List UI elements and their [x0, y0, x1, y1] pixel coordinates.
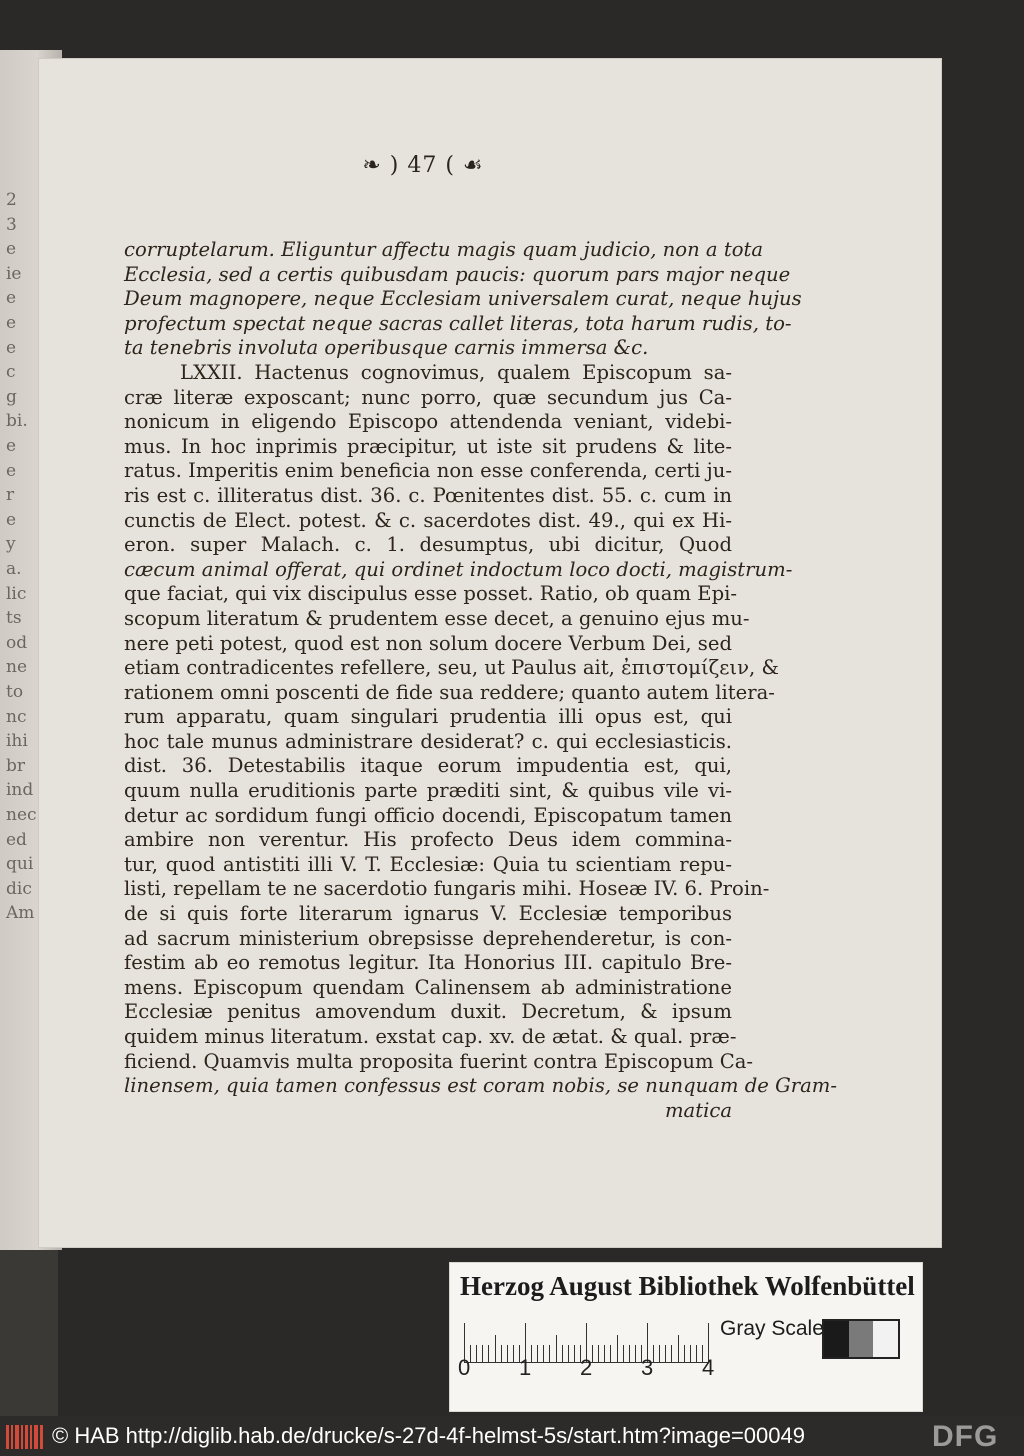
adjacent-page-fragment: ind — [6, 780, 34, 801]
adjacent-page-fragment: nc — [6, 706, 27, 727]
text-line: profectum spectat neque sacras callet literas, tota harum rudis, to- — [124, 311, 792, 335]
text-line: ta tenebris involuta operibusque carnis immersa &c. — [124, 336, 649, 360]
adjacent-page-fragment: ts — [6, 608, 22, 629]
ruler-tick — [513, 1345, 514, 1363]
text-line: eron. super Malach. c. 1. desumptus, ubi dicitur, Quod — [124, 533, 732, 557]
library-name: Herzog August Bibliothek Wolfenbüttel — [460, 1271, 915, 1301]
adjacent-page-fragment: qui — [6, 854, 34, 875]
ruler-tick — [543, 1345, 544, 1363]
text-line: mens. Episcopum quendam Calinensem ab administratione — [124, 975, 732, 999]
color-target-card — [449, 1262, 923, 1412]
adjacent-page-fragment: y — [6, 534, 16, 555]
adjacent-page-fragment: nec — [6, 805, 37, 825]
adjacent-page-fragment: ihi — [6, 731, 28, 752]
adjacent-page-fragment: 3 — [6, 214, 17, 235]
dfg-logo: DFG — [932, 1420, 999, 1453]
ruler-number: 2 — [580, 1355, 593, 1380]
ruler-tick — [598, 1345, 599, 1363]
text-line: detur ac sordidum fungi officio docendi, Episcopatum tamen — [124, 803, 732, 827]
scale-ruler — [458, 1311, 715, 1380]
text-line: cræ literæ exposcant; nunc porro, quæ secundum jus Ca- — [124, 385, 732, 409]
ruler-tick — [507, 1345, 508, 1363]
text-line: ficiend. Quamvis multa proposita fuerint contra Episcopum Ca- — [124, 1049, 754, 1073]
adjacent-page-fragment: 2 — [6, 190, 17, 210]
swatch-dark — [824, 1321, 849, 1357]
adjacent-page-fragment: a. — [6, 559, 22, 579]
text-line: tur, quod antistiti illi V. T. Ecclesiæ: Quia tu scientiam repu- — [124, 852, 732, 876]
ruler-tick — [617, 1335, 618, 1363]
text-line: etiam contradicentes refellere, seu, ut Paulus ait, ἐπιστομίζειν, & — [124, 656, 779, 680]
adjacent-page-fragment: bi. — [6, 411, 28, 432]
text-line: ratus. Imperitis enim beneficia non esse conferenda, certi ju- — [124, 459, 732, 483]
text-line: ambire non verentur. His profecto Deus idem commina- — [124, 828, 732, 852]
text-line: matica — [664, 1098, 732, 1122]
text-line: festim ab eo remotus legitur. Ita Honorius III. capitulo Bre- — [124, 951, 732, 975]
ruler-tick — [696, 1345, 697, 1363]
text-line: linensem, quia tamen confessus est coram nobis, se nunquam de Gram- — [124, 1074, 837, 1098]
adjacent-page-fragment: e — [6, 337, 17, 358]
ruler-tick — [476, 1345, 477, 1363]
adjacent-page-fragment: lic — [6, 583, 27, 604]
text-line: LXXII. Hactenus cognovimus, qualem Episcopum sa- — [180, 360, 732, 384]
text-line: dist. 36. Detestabilis itaque eorum impudentia est, qui, — [124, 754, 732, 778]
text-line: listi, repellam te ne sacerdotio fungaris mihi. Hoseæ IV. 6. Proin- — [124, 877, 770, 901]
ruler-number: 0 — [458, 1355, 471, 1380]
ruler-tick — [568, 1345, 569, 1363]
swatch-light — [873, 1321, 898, 1357]
gray-scale-label: Gray Scale — [720, 1317, 824, 1340]
ruler-tick — [610, 1345, 611, 1363]
text-line: mus. In hoc inprimis præcipitur, ut iste sit prudens & lite- — [124, 434, 732, 458]
ruler-tick — [574, 1345, 575, 1363]
adjacent-page-fragment: e — [6, 288, 17, 309]
ruler-tick — [562, 1345, 563, 1363]
ruler-tick — [537, 1345, 538, 1363]
text-line: Ecclesia, sed a certis quibusdam paucis: quorum pars major neque — [124, 262, 791, 286]
adjacent-page-fragment: ne — [6, 657, 28, 678]
text-line: nonicum in eligendo Episcopo attendenda veniant, videbi- — [124, 410, 732, 434]
ruler-tick — [671, 1345, 672, 1363]
barcode-icon — [6, 1425, 44, 1449]
adjacent-page-fragment: e — [6, 509, 17, 530]
text-line: Ecclesiæ penitus amovendum duxit. Decretum, & ipsum — [124, 1000, 732, 1024]
ruler-tick — [623, 1345, 624, 1363]
ruler-number: 3 — [641, 1355, 654, 1380]
text-line: cunctis de Elect. potest. & c. sacerdotes dist. 49., qui ex Hi- — [124, 508, 732, 532]
ruler-tick — [665, 1345, 666, 1363]
text-line: nere peti potest, quod est non solum docere Verbum Dei, sed — [124, 631, 732, 655]
adjacent-page-fragment: od — [6, 632, 28, 653]
text-line: Deum magnopere, neque Ecclesiam universalem curat, neque hujus — [124, 287, 802, 311]
ruler-tick — [556, 1335, 557, 1363]
adjacent-page-fragment: ed — [6, 829, 27, 850]
text-line: ris est c. illiteratus dist. 36. c. Pœnitentes dist. 55. c. cum in — [124, 483, 732, 507]
text-line: corruptelarum. Eliguntur affectu magis quam judicio, non a tota — [124, 238, 764, 261]
text-line: rum apparatu, quam singulari prudentia illi opus est, qui — [124, 705, 732, 729]
adjacent-page-fragment: e — [6, 239, 17, 260]
ruler-tick — [678, 1335, 679, 1363]
text-line: rationem omni poscenti de fide sua reddere; quanto autem litera- — [124, 680, 775, 704]
ruler-tick — [501, 1345, 502, 1363]
gray-scale-swatch — [822, 1319, 900, 1359]
ruler-tick — [488, 1345, 489, 1363]
ruler-number: 4 — [702, 1355, 715, 1380]
page-number-header: ❧ ) 47 ( ☙ — [362, 153, 484, 178]
adjacent-page-fragment: g — [6, 386, 17, 407]
page-body-text — [124, 238, 837, 1123]
text-line: de si quis forte literarum ignarus V. Ecclesiæ temporibus — [124, 902, 732, 926]
ruler-tick — [549, 1345, 550, 1363]
ruler-tick — [684, 1345, 685, 1363]
adjacent-page-fragment: br — [6, 755, 26, 776]
copyright-url-text[interactable]: © HAB http://diglib.hab.de/drucke/s-27d-4f-helmst-5s/start.htm?image=00049 — [52, 1423, 805, 1448]
text-line: quum nulla eruditionis parte præditi sint, & quibus vile vi- — [124, 779, 732, 803]
text-line: que faciat, qui vix discipulus esse posset. Ratio, ob quam Epi- — [124, 582, 738, 606]
adjacent-page-fragment: c — [6, 362, 16, 383]
adjacent-page-fragment: Am — [6, 903, 35, 924]
adjacent-page-fragment: r — [6, 485, 15, 506]
adjacent-page-fragment: e — [6, 313, 17, 333]
book-edge — [0, 1250, 58, 1420]
adjacent-page-fragment: e — [6, 436, 17, 456]
adjacent-page-fragment: e — [6, 460, 17, 481]
ruler-tick — [659, 1345, 660, 1363]
text-line: quidem minus literatum. exstat cap. xv. de ætat. & qual. præ- — [124, 1025, 737, 1048]
ruler-tick — [629, 1345, 630, 1363]
ruler-tick — [482, 1345, 483, 1363]
book-page — [38, 58, 942, 1248]
adjacent-page-fragment: dic — [6, 878, 32, 899]
adjacent-page-fragment: to — [6, 682, 24, 702]
swatch-mid — [849, 1321, 874, 1357]
ruler-tick — [690, 1345, 691, 1363]
ruler-tick — [635, 1345, 636, 1363]
status-bar — [0, 1416, 1024, 1456]
text-line: cæcum animal offerat, qui ordinet indoctum loco docti, magistrum- — [124, 557, 793, 581]
text-line: hoc tale munus administrare desiderat? c. qui ecclesiasticis. — [124, 729, 732, 753]
ruler-tick — [604, 1345, 605, 1363]
ruler-number: 1 — [519, 1355, 532, 1380]
ruler-tick — [495, 1335, 496, 1363]
text-line: ad sacrum ministerium obrepsisse deprehenderetur, is con- — [124, 926, 732, 950]
text-line: scopum literatum & prudentem esse decet, a genuino ejus mu- — [124, 606, 750, 630]
adjacent-page-fragment: ie — [6, 263, 22, 284]
